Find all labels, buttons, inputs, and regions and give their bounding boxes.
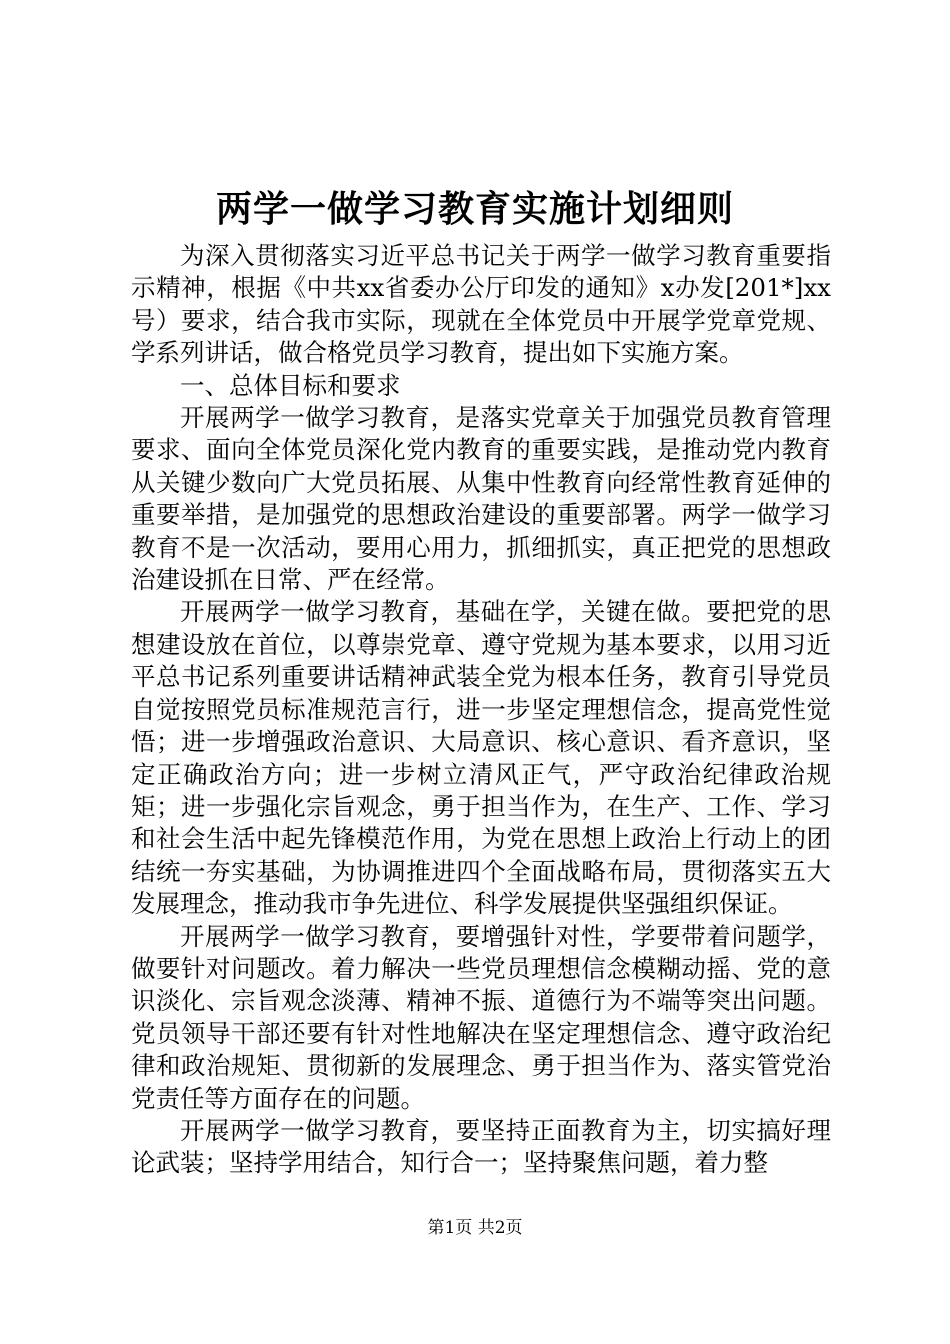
paragraph: 开展两学一做学习教育，要坚持正面教育为主，切实搞好理论武装；坚持学用结合，知行合一；坚持聚焦问题，着力整 — [131, 1115, 831, 1178]
paragraph: 开展两学一做学习教育，要增强针对性，学要带着问题学，做要针对问题改。着力解决一些党员理想信念模糊动摇、党的意识淡化、宗旨观念淡薄、精神不振、道德行为不端等突出问题。党员领导干部还要有针对性地解决在坚定理想信念、遵守政治纪律和政治规矩、贯彻新的发展理念、勇于担当作为、落实管党治党责任等方面存在的问题。 — [131, 921, 831, 1113]
page-footer: 第1页 共2页 — [427, 1218, 523, 1238]
paragraph: 开展两学一做学习教育，是落实党章关于加强党员教育管理要求、面向全体党员深化党内教育的重要实践，是推动党内教育从关键少数向广大党员拓展、从集中性教育向经常性教育延伸的重要举措，是加强党的思想政治建设的重要部署。两学一做学习教育不是一次活动，要用心用力，抓细抓实，真正把党的思想政治建设抓在日常、严在经常。 — [131, 403, 831, 595]
document-title: 两学一做学习教育实施计划细则 — [215, 188, 734, 230]
paragraph: 开展两学一做学习教育，基础在学，关键在做。要把党的思想建设放在首位，以尊崇党章、遵守党规为基本要求，以用习近平总书记系列重要讲话精神武装全党为根本任务，教育引导党员自觉按照党员标准规范言行，进一步坚定理想信念，提高党性觉悟；进一步增强政治意识、大局意识、核心意识、看齐意识，坚定正确政治方向；进一步树立清风正气，严守政治纪律政治规矩；进一步强化宗旨观念，勇于担当作为，在生产、工作、学习和社会生活中起先锋模范作用，为党在思想上政治上行动上的团结统一夯实基础，为协调推进四个全面战略布局，贯彻落实五大发展理念，推动我市争先进位、科学发展提供坚强组织保证。 — [131, 597, 831, 919]
paragraph-intro: 为深入贯彻落实习近平总书记关于两学一做学习教育重要指示精神，根据《中共xx省委办公厅印发的通知》x办发[201*]xx号）要求，结合我市实际，现就在全体党员中开展学党章党规、学系列讲话，做合格党员学习教育，提出如下实施方案。 — [131, 241, 831, 368]
document-body — [131, 240, 831, 1180]
section-heading: 一、总体目标和要求 — [180, 370, 401, 400]
